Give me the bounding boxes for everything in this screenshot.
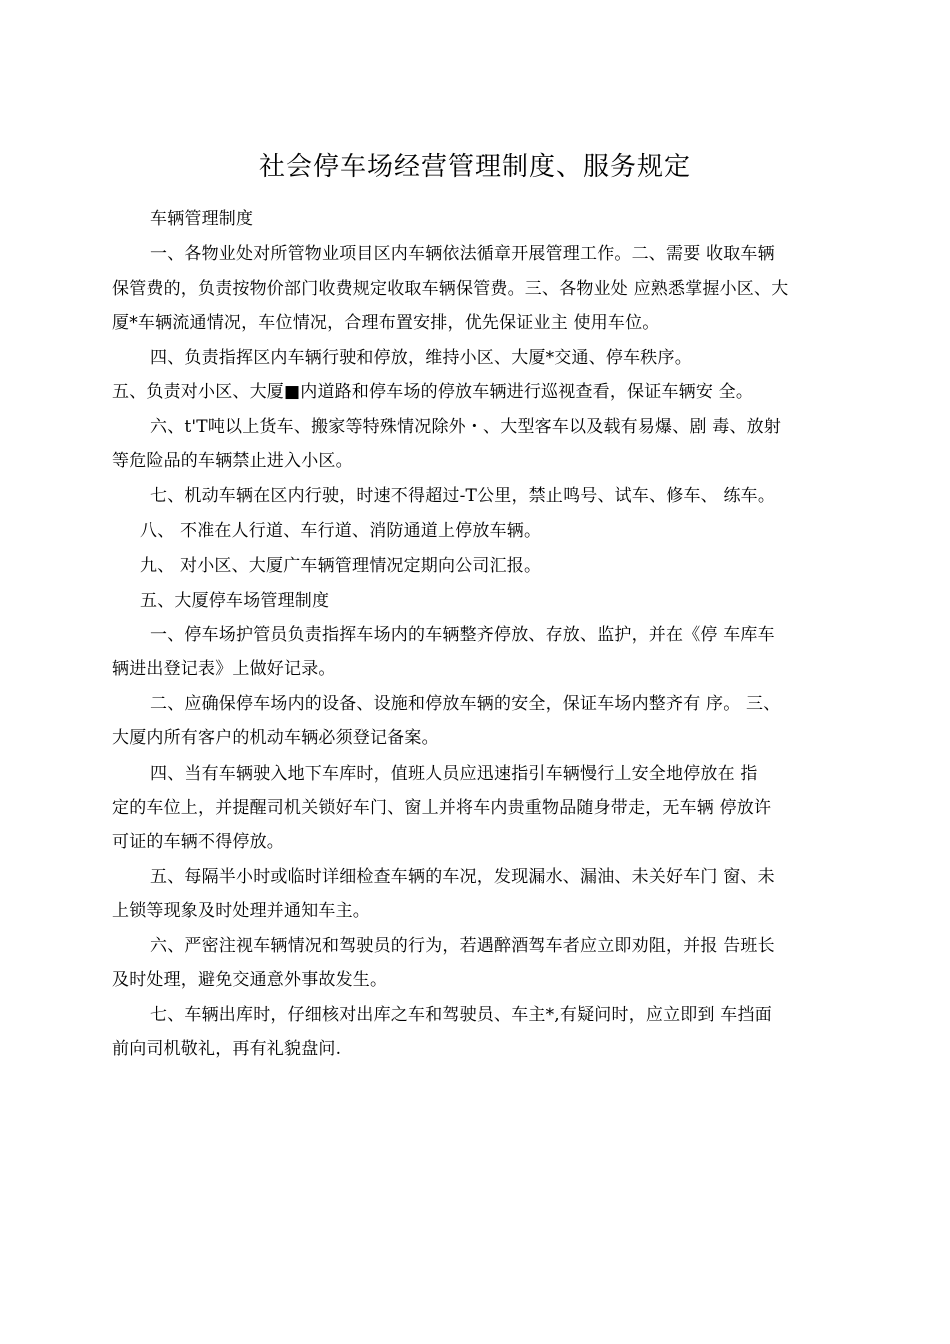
paragraph-line: 五、每隔半小时或临时详细检查车辆的车况，发现漏水、漏油、未关好车门 窗、未 [150, 867, 775, 887]
paragraph-line: 保管费的，负责按物价部门收费规定收取车辆保管费。三、各物业处 应熟悉掌握小区、大 [112, 279, 789, 299]
paragraph-line: 七、车辆出库时，仔细核对出库之车和驾驶员、车主*,有疑问时，应立即到 车挡面 [150, 1005, 772, 1025]
paragraph-line: 七、机动车辆在区内行驶，时速不得超过-T公里，禁止鸣号、试车、修车、 练车。 [150, 486, 776, 506]
paragraph-line: 等危险品的车辆禁止进入小区。 [112, 451, 353, 471]
section-heading: 五、大厦停车场管理制度 [140, 591, 330, 611]
page-title: 社会停车场经营管理制度、服务规定 [258, 152, 691, 182]
paragraph-line: 上锁等现象及时处理并通知车主。 [112, 901, 370, 921]
paragraph-line: 六、t'T吨以上货车、搬家等特殊情况除外・、大型客车以及载有易爆、剧 毒、放射 [150, 417, 782, 437]
paragraph-line: 四、负责指挥区内车辆行驶和停放，维持小区、大厦*交通、停车秩序。 [150, 348, 692, 368]
paragraph-line: 前向司机敬礼，再有礼貌盘问. [112, 1039, 342, 1059]
paragraph-line: 定的车位上，并提醒司机关锁好车门、窗丄并将车内贵重物品随身带走，无车辆 停放许 [112, 798, 772, 818]
paragraph-line: 辆进出登记表》上做好记录。 [112, 659, 336, 679]
paragraph-line: 可证的车辆不得停放。 [112, 832, 284, 852]
paragraph-line: 四、当有车辆驶入地下车库时，值班人员应迅速指引车辆慢行丄安全地停放在 指 [150, 764, 758, 784]
paragraph-line: 一、各物业处对所管物业项目区内车辆依法循章开展管理工作。二、需要 收取车辆 [150, 244, 775, 264]
paragraph-line: 八、 不准在人行道、车行道、消防通道上停放车辆。 [140, 521, 542, 541]
paragraph-line: 五、负责对小区、大厦■内道路和停车场的停放车辆进行巡视查看，保证车辆安 全。 [112, 382, 754, 402]
paragraph-line: 及时处理，避免交通意外事故发生。 [112, 970, 388, 990]
section-heading: 车辆管理制度 [150, 209, 254, 229]
paragraph-line: 九、 对小区、大厦广车辆管理情况定期向公司汇报。 [140, 556, 542, 576]
paragraph-line: 大厦内所有客户的机动车辆必须登记备案。 [112, 728, 439, 748]
paragraph-line: 厦*车辆流通情况，车位情况，合理布置安排，优先保证业主 使用车位。 [112, 313, 660, 333]
paragraph-line: 二、应确保停车场内的设备、设施和停放车辆的安全，保证车场内整齐有 序。 三、 [150, 694, 781, 714]
paragraph-line: 六、严密注视车辆情况和驾驶员的行为，若遇醉酒驾车者应立即劝阻，并报 告班长 [150, 936, 775, 956]
paragraph-line: 一、停车场护管员负责指挥车场内的车辆整齐停放、存放、监护，并在《停 车库车 [150, 625, 775, 645]
